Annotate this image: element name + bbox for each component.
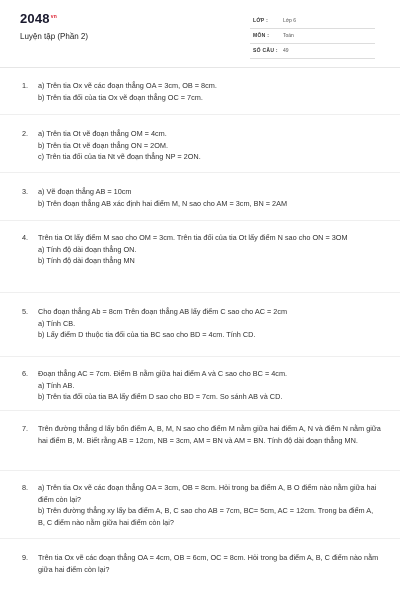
question-line: c) Trên tia đối của tia Nt vẽ đoạn thẳng NP = 2ON.: [38, 152, 201, 162]
question-body: [38, 552, 382, 575]
site-logo[interactable]: [20, 11, 57, 26]
question-line: a) Tính độ dài đoạn thẳng ON.: [38, 244, 137, 254]
question-line: b) Trên tia đối của tia BA lấy điểm D sao cho BD = 7cm. So sánh AB và CD.: [38, 392, 283, 402]
question-body: [38, 423, 382, 446]
question-number: 4.: [22, 233, 29, 242]
question-body: [38, 80, 382, 103]
question-line: Trên tia Ox vẽ các đoạn thẳng OA = 4cm, OB = 6cm, OC = 8cm. Hỏi trong ba điểm A, B, C điểm nào nằm giữa hai điểm còn lại?: [38, 553, 379, 574]
question-separator: [0, 356, 400, 357]
question-line: Cho đoạn thẳng Ab = 8cm Trên đoạn thẳng AB lấy điểm C sao cho AC = 2cm: [38, 307, 288, 316]
question-line: b) Tính độ dài đoạn thẳng MN: [38, 256, 135, 266]
meta-row-class: [250, 14, 375, 29]
question-number: 3.: [22, 187, 29, 196]
question-line: Trên tia Ot lấy điểm M sao cho OM = 3cm. Trên tia đối của tia Ot lấy điểm N sao cho ON = 3OM: [38, 233, 348, 242]
meta-value: 49: [283, 48, 289, 54]
question-line: b) Trên đường thẳng xy lấy ba điểm A, B, C sao cho AB = 7cm, BC= 5cm, AC = 12cm. Trong ba điểm A, B, C điểm nào nằm giữa hai điểm còn lại?: [38, 506, 374, 527]
meta-table: [250, 14, 375, 59]
meta-label: SỐ CÂU :: [253, 48, 278, 54]
question-body: [38, 306, 382, 341]
question-number: 9.: [22, 553, 29, 562]
question-line: a) Tính CB.: [38, 318, 76, 328]
question-body: [38, 482, 382, 528]
meta-label: MÔN :: [253, 33, 270, 39]
question-line: b) Trên đoạn thẳng AB xác định hai điểm M, N sao cho AM = 3cm, BN = 2AM: [38, 198, 288, 208]
question-body: [38, 368, 382, 403]
question-separator: [0, 538, 400, 539]
question-line: b) Trên tia Ot vẽ đoạn thẳng ON = 2OM.: [38, 140, 168, 150]
question-number: 1.: [22, 81, 29, 90]
page-title: Luyện tập (Phần 2): [20, 32, 89, 41]
question-separator: [0, 220, 400, 221]
question-separator: [0, 292, 400, 293]
meta-row-subject: [250, 29, 375, 44]
meta-label: LỚP :: [253, 18, 269, 24]
logo-text: 2048: [20, 11, 50, 26]
question-separator: [0, 114, 400, 115]
meta-value: Toán: [283, 33, 294, 39]
meta-row-count: [250, 44, 375, 59]
header-divider: [0, 67, 400, 68]
meta-value: Lớp 6: [283, 18, 297, 24]
question-number: 6.: [22, 369, 29, 378]
question-number: 5.: [22, 307, 29, 316]
question-number: 8.: [22, 483, 29, 492]
question-number: 2.: [22, 129, 29, 138]
question-body: [38, 232, 382, 267]
logo-suffix: vn: [50, 14, 57, 20]
question-line: a) Trên tia Ot vẽ đoạn thẳng OM = 4cm.: [38, 129, 167, 138]
header: [0, 0, 400, 66]
question-line: a) Tính AB.: [38, 380, 75, 390]
question-line: a) Vẽ đoạn thẳng AB = 10cm: [38, 187, 132, 196]
question-line: Trên đường thẳng d lấy bốn điểm A, B, M, N sao cho điểm M nằm giữa hai điểm A, N và điểm N nằm giữa hai điểm B, M. Biết rằng AB = 12cm, NB = 3cm, AM = BN và AM = BN. Tính độ dài đoạn thẳng MN.: [38, 424, 381, 445]
question-body: [38, 186, 382, 209]
question-separator: [0, 172, 400, 173]
question-line: a) Trên tia Ox vẽ các đoạn thẳng OA = 3cm, OB = 8cm. Hỏi trong ba điểm A, B O điểm nào nằm giữa hai điểm còn lại?: [38, 483, 377, 504]
question-body: [38, 128, 382, 163]
question-number: 7.: [22, 424, 29, 433]
question-separator: [0, 470, 400, 471]
question-separator: [0, 410, 400, 411]
question-line: b) Trên tia đối của tia Ox vẽ đoạn thẳng OC = 7cm.: [38, 92, 203, 102]
question-line: b) Lấy điểm D thuộc tia đối của tia BC sao cho BD = 4cm. Tính CD.: [38, 330, 256, 340]
question-line: Đoạn thẳng AC = 7cm. Điểm B nằm giữa hai điểm A và C sao cho BC = 4cm.: [38, 369, 288, 378]
question-line: a) Trên tia Ox vẽ các đoạn thẳng OA = 3cm, OB = 8cm.: [38, 81, 217, 90]
